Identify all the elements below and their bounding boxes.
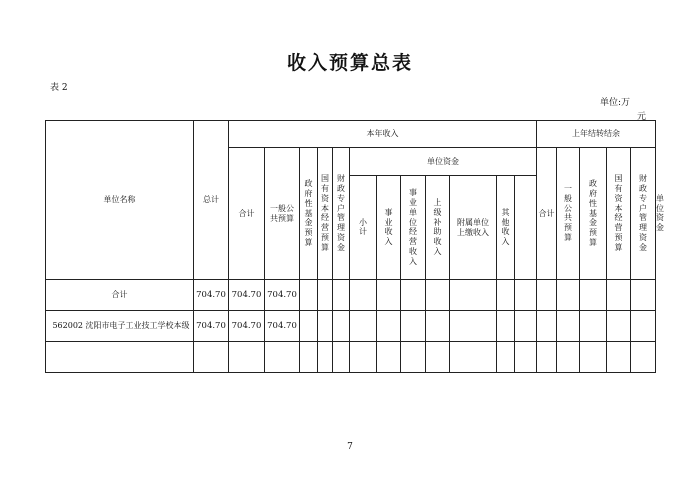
- table-cell: [300, 280, 318, 311]
- table-cell: [497, 280, 515, 311]
- row-unit-total: 704.70: [194, 311, 229, 342]
- header-unit-name: 单位名称: [46, 121, 194, 280]
- row-total-general: 704.70: [265, 280, 300, 311]
- table-cell: [631, 342, 656, 373]
- header-other-income-text: 其他收入: [501, 207, 510, 247]
- header-state-capital: [318, 148, 333, 280]
- unit-label: 单位:万: [600, 98, 631, 108]
- header-affiliated-income: [450, 176, 497, 280]
- header-prev-gov-fund: [580, 148, 607, 280]
- table-cell: [607, 280, 631, 311]
- table-cell: [300, 311, 318, 342]
- header-unit-subtotal-text: 小计: [359, 217, 367, 237]
- table-cell: [580, 311, 607, 342]
- table-cell: [318, 311, 333, 342]
- header-prev-year-carryover: 上年结转结余: [537, 121, 656, 148]
- table-cell: [607, 342, 631, 373]
- header-total: 总计: [194, 121, 229, 280]
- header-other-income: [497, 176, 515, 280]
- table-cell: [426, 342, 450, 373]
- table-cell: [350, 280, 377, 311]
- header-prev-general-text: 一般公共预算: [564, 184, 572, 242]
- header-fiscal-special-text: 财政专户管理资金: [337, 174, 345, 252]
- row-empty-general: [265, 342, 300, 373]
- header-prev-state-capital: [607, 148, 631, 280]
- header-prev-gov-fund-text: 政府性基金预算: [589, 179, 597, 247]
- table-cell: [450, 342, 497, 373]
- table-cell: [401, 311, 426, 342]
- header-prev-general: [557, 148, 580, 280]
- table-cell: [450, 280, 497, 311]
- table-cell: [450, 311, 497, 342]
- header-business-income-text: 事业收入: [384, 207, 393, 247]
- header-unit-funds: 单位资金: [350, 148, 537, 176]
- table-cell: [631, 280, 656, 311]
- row-empty-subtotal: [229, 342, 265, 373]
- table-row: [46, 280, 656, 311]
- page-title: 收入预算总表: [286, 52, 413, 74]
- table-cell: [537, 342, 557, 373]
- header-general-budget-text: 一般公共预算: [270, 203, 294, 223]
- table-cell: [580, 280, 607, 311]
- income-budget-table: [45, 120, 665, 373]
- table-cell: [537, 280, 557, 311]
- table-cell: [557, 342, 580, 373]
- header-general-budget: [265, 148, 300, 280]
- header-upper-subsidy: [426, 176, 450, 280]
- table-row: [46, 311, 656, 342]
- row-total-subtotal: 704.70: [229, 280, 265, 311]
- header-gov-fund: [300, 148, 318, 280]
- row-unit-general: 704.70: [265, 311, 300, 342]
- table-cell: [515, 311, 537, 342]
- table-cell: [377, 311, 401, 342]
- header-upper-subsidy-text: 上级补助收入: [433, 198, 442, 256]
- table-cell: [318, 280, 333, 311]
- header-business-income: [377, 176, 401, 280]
- header-prev-fiscal-special: [631, 148, 656, 280]
- header-prev-subtotal: 合计: [537, 148, 557, 280]
- table-cell: [377, 280, 401, 311]
- header-state-capital-text: 国有资本经营预算: [321, 174, 329, 252]
- table-cell: [333, 311, 350, 342]
- table-cell: [557, 311, 580, 342]
- table-cell: [607, 311, 631, 342]
- table-cell: [401, 342, 426, 373]
- table-cell: [300, 342, 318, 373]
- table-cell: [401, 280, 426, 311]
- table-cell: [350, 311, 377, 342]
- row-unit-subtotal: 704.70: [229, 311, 265, 342]
- table-cell: [426, 311, 450, 342]
- row-total-total: 704.70: [194, 280, 229, 311]
- header-prev-state-capital-text: 国有资本经营预算: [614, 174, 623, 252]
- row-empty-name: [46, 342, 194, 373]
- table-cell: [580, 342, 607, 373]
- table-cell: [557, 280, 580, 311]
- header-fiscal-special: [333, 148, 350, 280]
- row-unit-name: 562002 沈阳市电子工业技工学校本级: [46, 311, 194, 342]
- table-cell: [333, 280, 350, 311]
- table-cell: [318, 342, 333, 373]
- page-number: 7: [347, 442, 353, 452]
- table-cell: [537, 311, 557, 342]
- table-cell: [377, 342, 401, 373]
- unit-label-cont: 元: [637, 112, 647, 122]
- row-total-name: 合计: [46, 280, 194, 311]
- header-subtotal: 合计: [229, 148, 265, 280]
- table-cell: [333, 342, 350, 373]
- table-row: [46, 342, 656, 373]
- table-cell: [515, 342, 537, 373]
- table-cell: [497, 342, 515, 373]
- header-operating-income-text: 事业单位经营收入: [409, 188, 417, 266]
- header-gov-fund-text: 政府性基金预算: [304, 179, 313, 247]
- table-cell: [350, 342, 377, 373]
- header-unit-subtotal: [350, 176, 377, 280]
- table-cell: [515, 280, 537, 311]
- table-cell: [426, 280, 450, 311]
- header-prev-fiscal-special-text: 财政专户管理资金: [639, 174, 647, 252]
- header-prev-unit-funds-text: 单位资金: [656, 193, 665, 233]
- header-affiliated-income-text: 附属单位上缴收入: [457, 217, 489, 237]
- table-number: 表 2: [50, 83, 68, 93]
- header-current-year-income: 本年收入: [229, 121, 537, 148]
- header-operating-income: [401, 176, 426, 280]
- table-cell: [497, 311, 515, 342]
- table-cell: [631, 311, 656, 342]
- row-empty-total: [194, 342, 229, 373]
